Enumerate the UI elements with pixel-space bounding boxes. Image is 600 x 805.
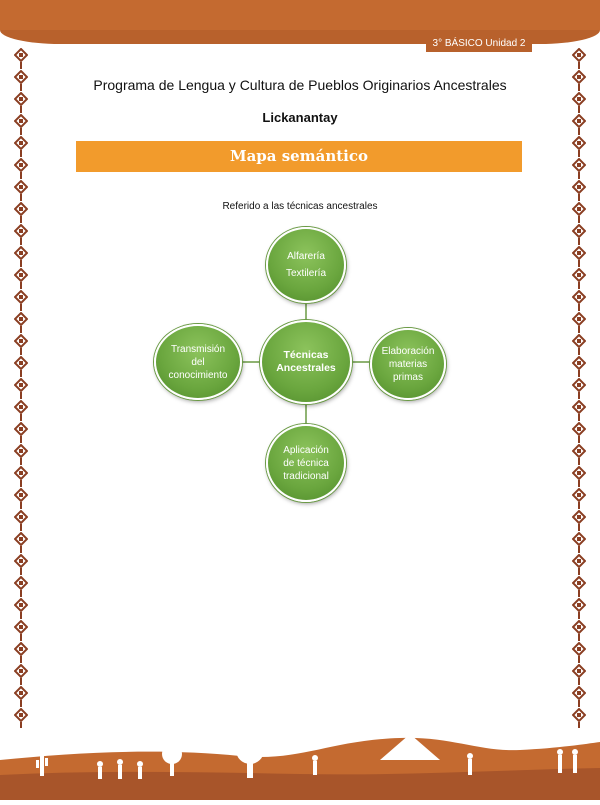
- document-subtitle: Lickanantay: [262, 110, 338, 125]
- node-left-line-1: Transmisión: [170, 343, 226, 355]
- node-center: [260, 320, 352, 404]
- node-right-line-3: primas: [392, 371, 423, 383]
- footer-landscape-illustration: [0, 730, 600, 800]
- node-top-line-2: Textilería: [285, 268, 326, 279]
- node-right-line-1: Elaboración: [381, 345, 435, 357]
- node-bottom-line-1: Aplicación: [283, 444, 329, 456]
- node-left-line-2: del: [191, 356, 205, 368]
- section-banner-label: Mapa semántico: [229, 147, 368, 165]
- node-center-line-2: Ancestrales: [276, 362, 336, 374]
- node-top-line-1: Alfarería: [287, 251, 325, 262]
- node-bottom-line-2: de técnica: [283, 457, 329, 469]
- node-bottom: [266, 424, 346, 502]
- node-left-line-3: conocimiento: [168, 369, 228, 381]
- node-right: [370, 328, 446, 400]
- node-top: [266, 227, 346, 303]
- node-left: [154, 324, 242, 400]
- node-bottom-line-3: tradicional: [283, 470, 329, 482]
- diagram-caption: Referido a las técnicas ancestrales: [222, 201, 378, 212]
- node-center-line-1: Técnicas: [283, 349, 329, 361]
- document-title: Programa de Lengua y Cultura de Pueblos Originarios Ancestrales: [93, 77, 507, 93]
- grade-badge: 3° BÁSICO Unidad 2: [426, 35, 532, 52]
- node-right-line-2: materias: [388, 358, 428, 370]
